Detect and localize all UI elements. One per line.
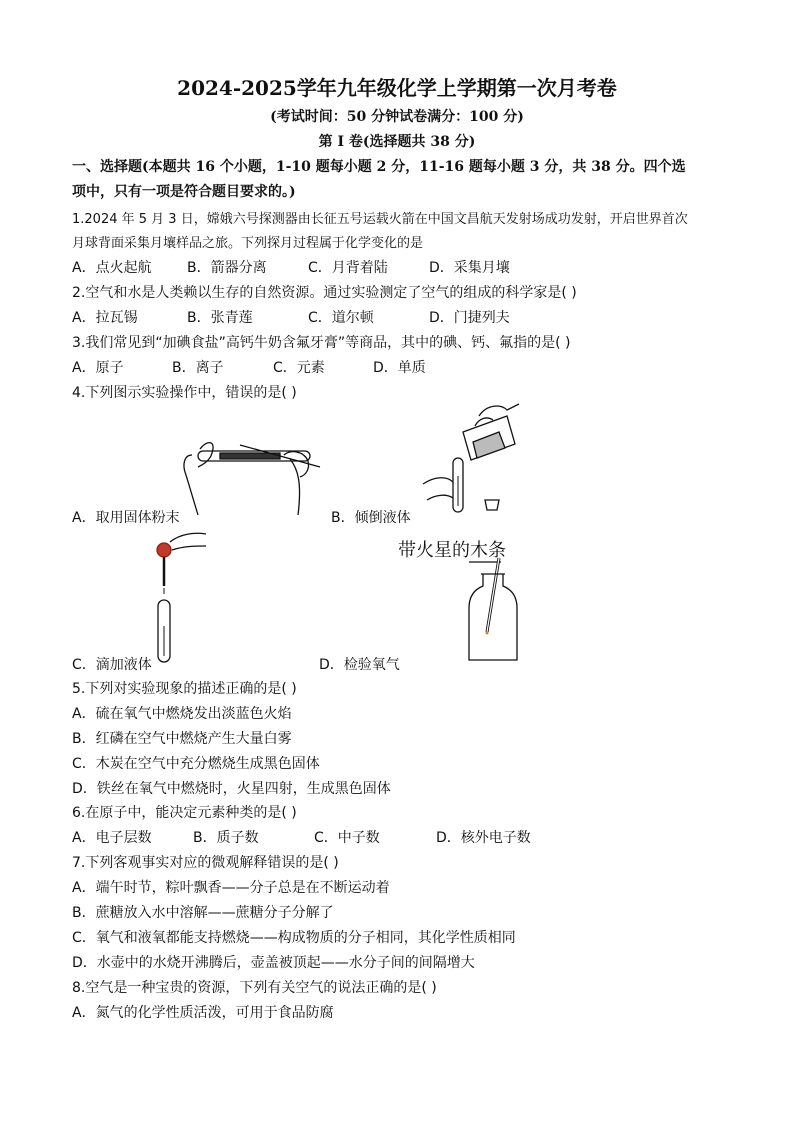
question-2-option-d: D．门捷列夫 (429, 310, 510, 326)
question-3-stem: 3.我们常见到“加碘食盐”高钙牛奶含氟牙膏”等商品，其中的碘、钙、氟指的是( ) (72, 335, 571, 351)
question-6-option-d: D．核外电子数 (436, 830, 531, 846)
figure-dropper-icon (150, 528, 214, 666)
question-5-option-b: B．红磷在空气中燃烧产生大量白雾 (72, 731, 292, 747)
question-6-option-a: A．电子层数 (72, 830, 152, 846)
question-3-option-c: C．元素 (273, 360, 325, 376)
question-7-option-d: D．水壶中的水烧开沸腾后，壶盖被顶起——水分子间的间隔增大 (72, 955, 475, 971)
question-4-option-b: B．倾倒液体 (331, 510, 411, 526)
section-heading-line-2: 项中，只有一项是符合题目要求的。) (72, 184, 296, 200)
question-2-option-b: B．张青莲 (187, 310, 253, 326)
question-3-option-a: A．原子 (72, 360, 124, 376)
question-4-option-c: C．滴加液体 (72, 657, 152, 673)
question-7-option-b: B．蔗糖放入水中溶解——蔗糖分子分解了 (72, 905, 334, 921)
question-6-option-c: C．中子数 (314, 830, 380, 846)
question-5-option-a: A．硫在氧气中燃烧发出淡蓝色火焰 (72, 706, 292, 722)
question-7-option-a: A．端午时节，粽叶飘香——分子总是在不断运动着 (72, 880, 390, 896)
question-3-option-d: D．单质 (373, 360, 426, 376)
part-title: 第 I 卷(选择题共 38 分) (318, 134, 476, 150)
question-7-stem: 7.下列客观事实对应的微观解释错误的是( ) (72, 855, 339, 871)
question-8-option-a: A．氮气的化学性质活泼，可用于食品防腐 (72, 1005, 334, 1021)
question-1-option-d: D．采集月壤 (429, 260, 510, 276)
question-6-stem: 6.在原子中，能决定元素种类的是( ) (72, 805, 297, 821)
figure-label-glowing-splint: 带火星的木条 (398, 540, 506, 561)
question-4-stem: 4.下列图示实验操作中，错误的是( ) (72, 385, 297, 401)
page-title: 2024-2025学年九年级化学上学期第一次月考卷 (177, 76, 617, 100)
question-8-stem: 8.空气是一种宝贵的资源，下列有关空气的说法正确的是( ) (72, 980, 437, 996)
section-heading-line-1: 一、选择题(本题共 16 个小题，1-10 题每小题 2 分，11-16 题每小题 3 分，共 38 分。四个选 (72, 159, 686, 175)
question-2-option-c: C．道尔顿 (308, 310, 374, 326)
question-5-stem: 5.下列对实验现象的描述正确的是( ) (72, 681, 297, 697)
question-5-option-c: C．木炭在空气中充分燃烧生成黑色固体 (72, 756, 320, 772)
question-1-option-c: C．月背着陆 (308, 260, 388, 276)
question-1-stem-2: 月球背面采集月壤样品之旅。下列探月过程属于化学变化的是 (72, 236, 424, 251)
question-4-option-d: D．检验氧气 (319, 657, 400, 673)
question-7-option-c: C．氧气和液氧都能支持燃烧——构成物质的分子相同，其化学性质相同 (72, 930, 516, 946)
exam-info: (考试时间：50 分钟试卷满分：100 分) (270, 109, 524, 125)
figure-pour-liquid-icon (415, 402, 525, 516)
question-1-stem-1: 1.2024 年 5 月 3 日，嫦娥六号探测器由长征五号运载火箭在中国文昌航天发射场成功发射，开启世界首次 (72, 212, 688, 227)
figure-powder-icon (180, 425, 330, 517)
question-4-option-a: A．取用固体粉末 (72, 510, 180, 526)
question-2-stem: 2.空气和水是人类赖以生存的自然资源。通过实验测定了空气的组成的科学家是( ) (72, 285, 577, 301)
question-5-option-d: D．铁丝在氧气中燃烧时，火星四射，生成黑色固体 (72, 781, 391, 797)
question-6-option-b: B．质子数 (193, 830, 259, 846)
question-1-option-b: B．箭器分离 (187, 260, 267, 276)
question-2-option-a: A．拉瓦锡 (72, 310, 138, 326)
figure-oxygen-test-icon (465, 556, 525, 664)
question-1-option-a: A．点火起航 (72, 260, 152, 276)
question-3-option-b: B．离子 (172, 360, 224, 376)
